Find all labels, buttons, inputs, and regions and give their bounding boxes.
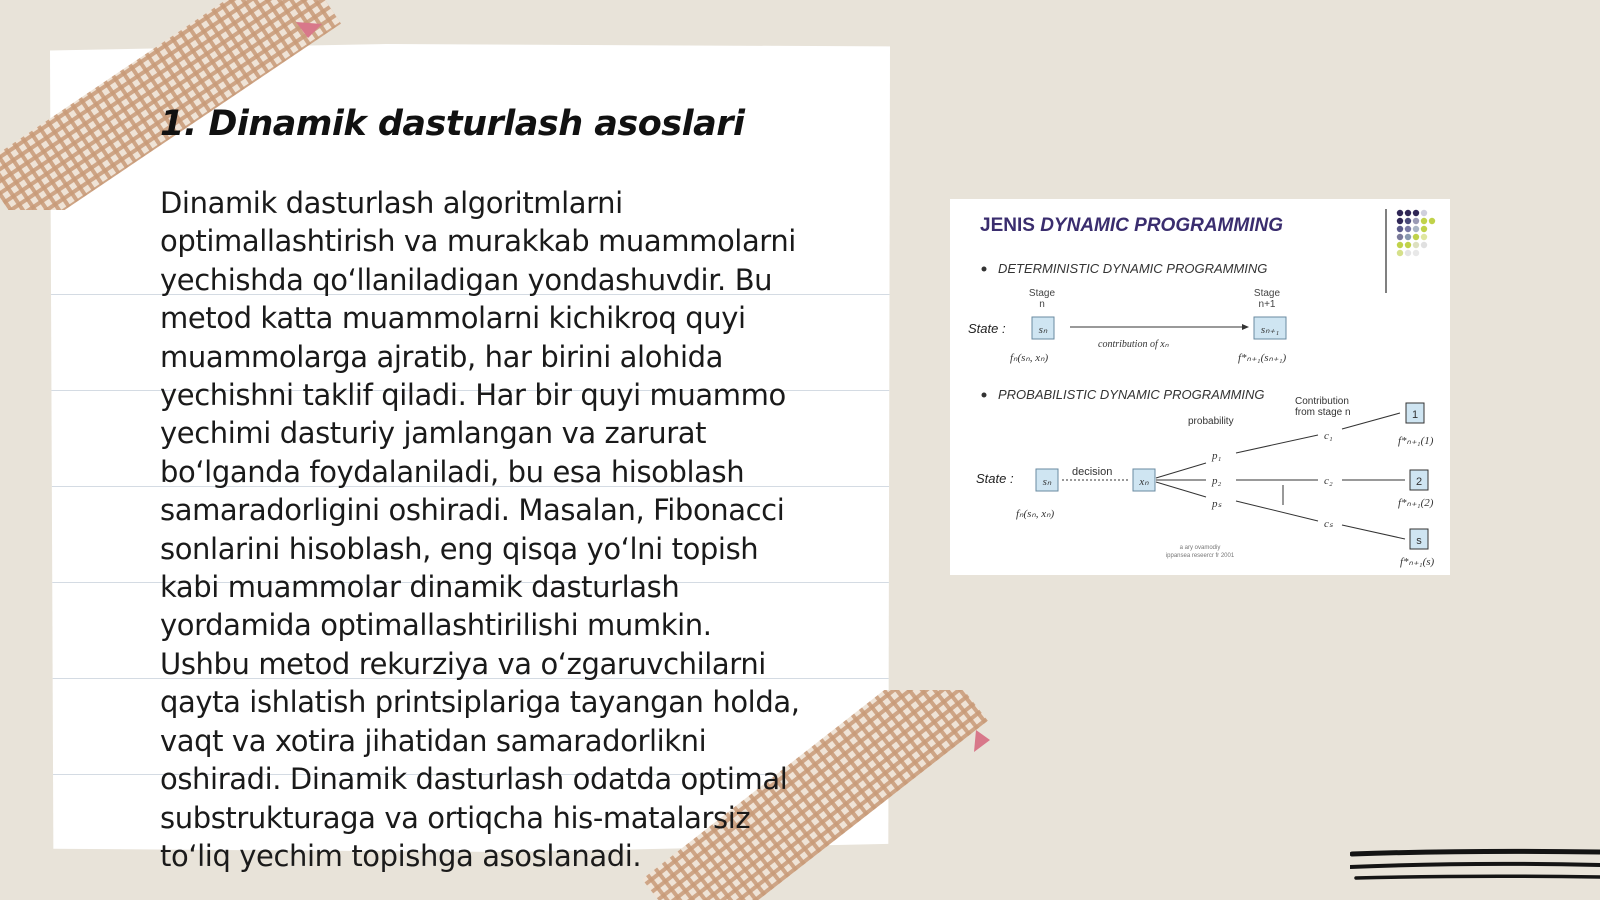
fn-formula: fₙ(sₙ, xₙ) [1010,352,1049,364]
ps-label: pₛ [1212,498,1222,510]
p2-label: p₂ [1212,475,1222,487]
branch-line [1342,525,1405,539]
c2-label: c₂ [1324,475,1333,487]
outcome-box-2-label: 2 [1415,476,1423,488]
branch-line [1236,435,1318,453]
f2-formula: f*ₙ₊₁(2) [1398,497,1434,509]
fs-formula: f*ₙ₊₁(s) [1400,556,1435,568]
branch-line [1156,482,1206,497]
dynamic-programming-figure [950,199,1450,575]
branch-line [1156,463,1206,478]
bullet-dot [982,267,987,272]
arrow-head [1242,324,1249,330]
state-label: State : [968,321,1006,336]
dot-grid-decoration [1397,210,1435,256]
f1-formula: f*ₙ₊₁(1) [1398,435,1434,447]
stage-label: Stage [1028,288,1056,299]
figure-heading: JENIS DYNAMIC PROGRAMMING [980,215,1283,236]
outcome-box-1-label: 1 [1411,409,1419,421]
brush-stroke-decoration [1350,848,1600,888]
state-label: State : [976,471,1014,486]
contribution-from-label: from stage n [1295,407,1351,418]
state-sn1-label: sₙ₊₁ [1260,324,1280,336]
state-sn-label: sₙ [1038,324,1048,336]
bullet-probabilistic: PROBABILISTIC DYNAMIC PROGRAMMING [998,387,1265,402]
outcome-box-3-label: s [1416,535,1422,547]
figure-footnote: a ary ovamodiy [1179,545,1221,551]
stage-n-label: n [1039,299,1045,310]
figure-diagram [950,199,1450,575]
decision-label: decision [1072,466,1113,478]
slide-title: 1. Dinamik dasturlash asoslari [160,104,745,144]
state-sn-label: sₙ [1042,476,1052,488]
branch-line [1342,413,1400,429]
probability-label: probability [1188,416,1234,427]
stage-n1-label: n+1 [1258,299,1276,310]
bullet-deterministic: DETERMINISTIC DYNAMIC PROGRAMMING [998,261,1268,276]
contribution-from-label: Contribution [1295,396,1349,407]
fn1-formula: f*ₙ₊₁(sₙ₊₁) [1238,352,1287,364]
fn-formula-prob: fₙ(sₙ, xₙ) [1016,508,1055,520]
slide-body-text: Dinamik dasturlash algoritmlarni optimallashtirish va murakkab muammolarni yechishda qo‘llaniladigan yondashuvdir. Bu metod katta muammolarni kichikroq quyi muammolarga ajratib, har birini alohida yechishni taklif qiladi. Har bir quyi muammo yechimi dasturiy jamlangan va zarurat bo‘lganda foydalaniladi, bu esa hisoblash samaradorligini oshiradi. Masalan, Fibonacci sonlarini hisoblash, eng qisqa yo‘lni topish kabi muammolar dinamik dasturlash yordamida optimallashtirilishi mumkin. Ushbu metod rekurziya va o‘zgaruvchilarni qayta ishlatish printsiplariga tayangan holda, vaqt va xotira jihatidan samaradorlikni oshiradi. Dinamik dasturlash odatda optimal substrukturaga va ortiqcha his-matalarsiz to‘liq yechim topishga asoslanadi. [160,186,800,873]
bullet-dot [982,393,987,398]
state-xn-label: xₙ [1139,476,1149,488]
p1-label: p₁ [1212,450,1222,462]
stage-label: Stage [1253,288,1281,299]
c1-label: c₁ [1324,430,1333,442]
cs-label: cₛ [1324,518,1333,530]
figure-footnote: ippansea reseercr fr 2001 [1165,553,1235,559]
branch-line [1236,501,1318,521]
contribution-of-label: contribution of xₙ [1098,339,1169,350]
